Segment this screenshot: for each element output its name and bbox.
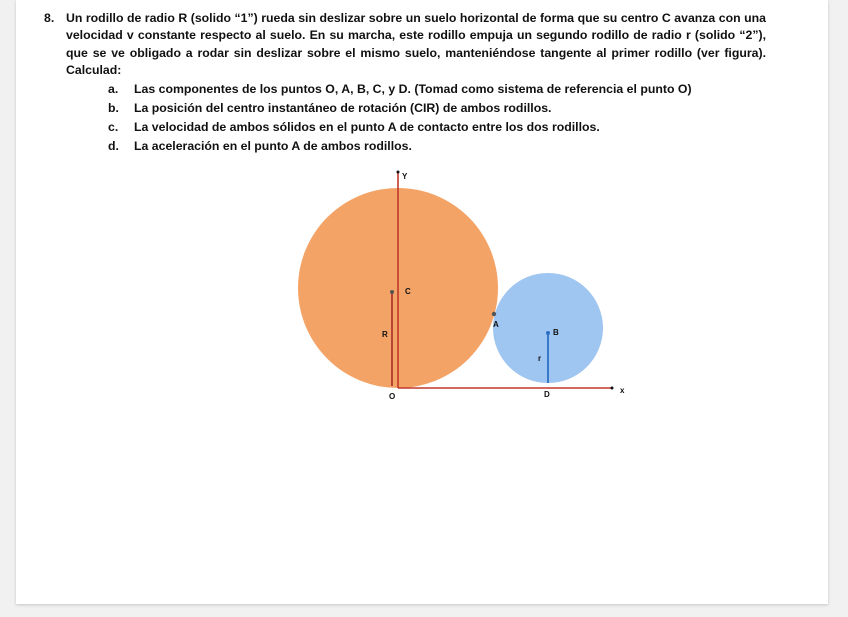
label-R: R: [382, 330, 388, 339]
problem-number: 8.: [44, 11, 55, 25]
question-text: La aceleración en el punto A de ambos rodillos.: [134, 139, 412, 153]
label-r: r: [538, 354, 542, 363]
y-axis-end-dot: [397, 171, 400, 174]
x-axis-end-dot: [611, 387, 614, 390]
question-letter: b.: [108, 101, 119, 115]
problem-text: Un rodillo de radio R (solido “1”) rueda sin deslizar sobre un suelo horizontal de forma que su centro C avanza con una velocidad v constante respecto al suelo. En su marcha, este rodillo empuja un segundo rodillo de radio r (solido “2”), que se ve obligado a rodar sin deslizar sobre el mismo suelo, manteniéndose tangente al primer rodillo (ver figura). Calculad:: [66, 11, 766, 78]
label-A: A: [493, 320, 499, 329]
question-text: Las componentes de los puntos O, A, B, C, y D. (Tomad como sistema de referencia el punto O): [134, 82, 692, 96]
label-B: B: [553, 328, 559, 337]
question-letter: d.: [108, 139, 119, 153]
point-B-marker: [546, 331, 550, 335]
label-D: D: [544, 390, 550, 399]
question-text: La velocidad de ambos sólidos en el punto A de contacto entre los dos rodillos.: [134, 120, 600, 134]
label-C: C: [405, 287, 411, 296]
point-A-marker: [492, 312, 496, 316]
question-letter: c.: [108, 120, 119, 134]
y-axis-label: Y: [402, 172, 408, 181]
point-C-marker: [390, 290, 394, 294]
question-text: La posición del centro instantáneo de rotación (CIR) de ambos rodillos.: [134, 101, 552, 115]
label-O: O: [389, 392, 396, 401]
x-axis-label: x: [620, 386, 625, 395]
question-letter: a.: [108, 82, 119, 96]
